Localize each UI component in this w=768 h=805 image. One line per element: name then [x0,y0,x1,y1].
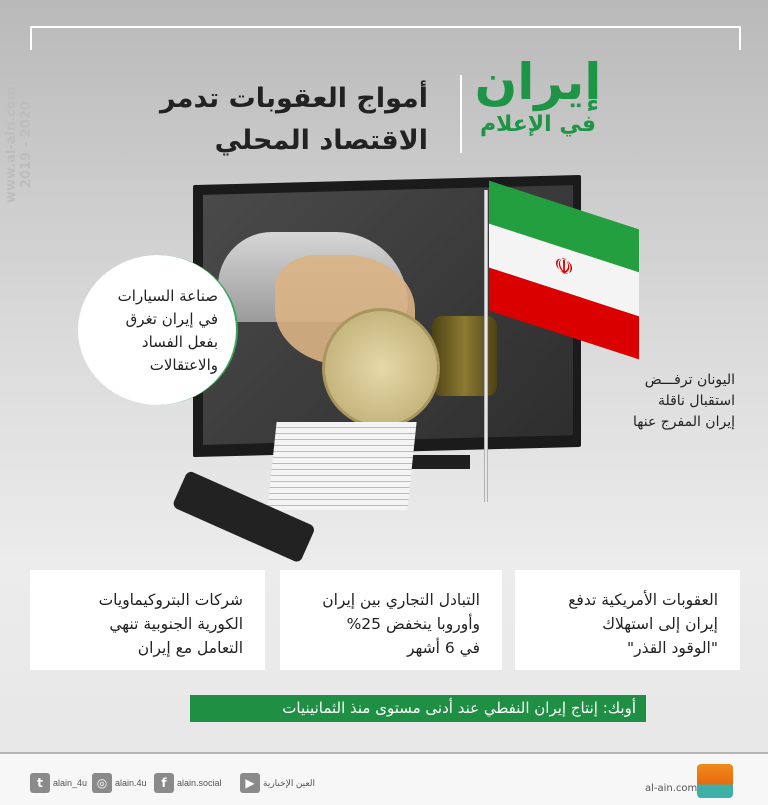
frame-left-line [30,26,32,50]
box-line: في 6 أشهر [406,639,480,657]
instagram-handle: alain.4u [115,778,147,788]
callout-car-industry [90,285,218,377]
box-line: وأوروبا ينخفض 25% [346,615,480,633]
watermark-site: www.al-ain.com [4,86,19,204]
twitter-icon: t [30,773,50,793]
social-youtube[interactable] [240,772,315,794]
headline-line-2: الاقتصاد المحلي [214,125,428,156]
facebook-handle: alain.social [177,778,222,788]
social-instagram[interactable] [92,772,147,794]
social-facebook[interactable] [154,772,222,794]
callout-greece-tanker [620,370,735,433]
tv-stand [410,455,470,469]
title-divider [460,75,462,153]
watermark-years: 2019 - 2020 [19,101,34,189]
callout-line: اليونان ترفـــض [644,372,735,388]
box-line: الكورية الجنوبية تنهي [109,615,243,633]
facebook-icon: f [154,773,174,793]
news-box-sanctions [515,570,740,670]
news-box-trade [280,570,502,670]
box-line: "الوقود القذر" [626,639,718,657]
youtube-handle: العين الإخبارية [263,777,315,788]
social-twitter[interactable] [30,772,87,794]
twitter-handle: alain_4u [53,778,88,788]
callout-line: والاعتقالات [149,356,218,374]
al-ain-logo [697,764,733,798]
box-line: شركات البتروكيماويات [98,591,243,609]
box-line: التعامل مع إيران [137,639,243,657]
headline [160,78,428,162]
callout-line: إيران المفرج عنها [633,414,735,430]
coin-image [322,308,440,428]
watermark [4,70,50,220]
frame-top-line [30,26,741,28]
flag-pole [484,190,488,502]
callout-line: في إيران تغرق [125,310,218,328]
brand-subtitle: في الإعلام [479,112,597,137]
iran-flag-icon: ☫ [489,181,639,360]
box-line: التبادل التجاري بين إيران [322,591,480,609]
box-line: إيران إلى استهلاك [602,615,718,633]
youtube-icon: ▶ [240,773,260,793]
opec-banner: أوبك: إنتاج إيران النفطي عند أدنى مستوى منذ الثمانينيات [190,695,646,722]
callout-line: بفعل الفساد [141,333,218,351]
headline-line-1: أمواج العقوبات تدمر [159,83,428,114]
callout-line: استقبال ناقلة [657,393,735,409]
box-line: العقوبات الأمريكية تدفع [568,591,718,609]
site-url[interactable]: al-ain.com [645,783,698,794]
news-box-petrochemicals [30,570,265,670]
frame-right-line [739,26,741,50]
newspapers-image [267,422,416,510]
callout-line: صناعة السيارات [117,287,218,305]
brand-title: إيران [474,53,602,111]
instagram-icon: ◎ [92,773,112,793]
